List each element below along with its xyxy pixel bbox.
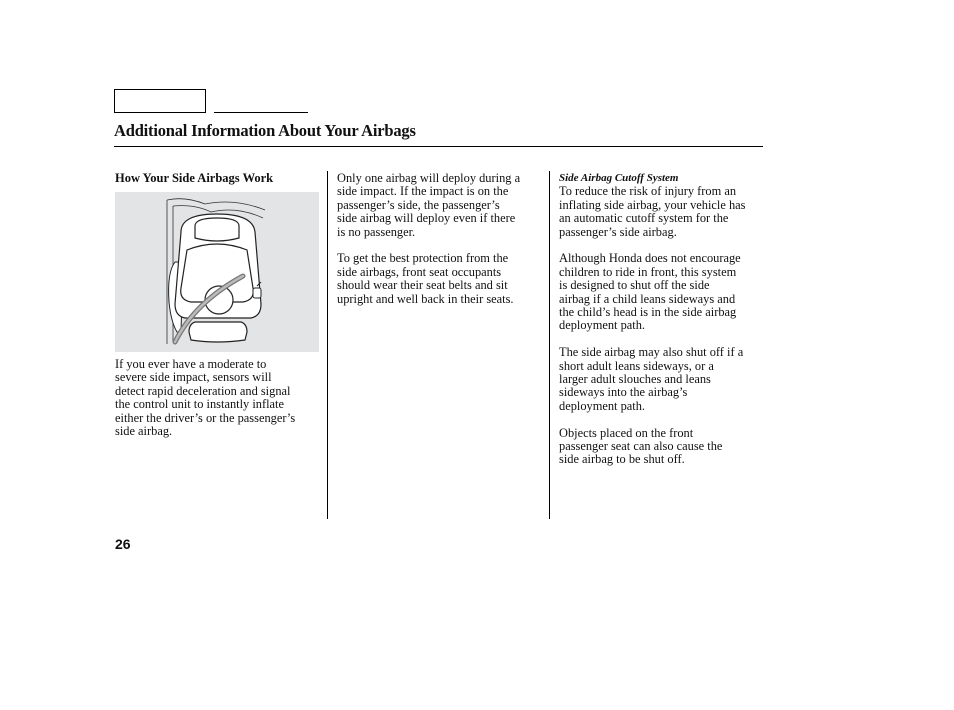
column-3: [559, 172, 765, 480]
section-nav-underline: [214, 112, 308, 113]
column-divider-2: [549, 171, 550, 519]
title-rule: [114, 146, 763, 147]
seat-occupant-illustration-icon: [115, 192, 319, 352]
column-1-header: [115, 172, 320, 185]
sub-heading-cutoff-system: Side Airbag Cutoff System: [559, 172, 679, 184]
paragraph-reduce-risk: To reduce the risk of injury from an inflating side airbag, your vehicle has an automatic cutoff system for the passenger’s side airbag.: [559, 184, 746, 239]
section-nav-box: [114, 89, 206, 113]
column-divider-1: [327, 171, 328, 519]
section-heading-side-airbags: How Your Side Airbags Work: [115, 171, 274, 185]
paragraph-side-impact: If you ever have a moderate to severe side impact, sensors will detect rapid deceleration and signal the control unit to instantly inflate either the driver’s or the passenger’s side airbag.: [115, 357, 296, 439]
paragraph-one-airbag: Only one airbag will deploy during a side impact. If the impact is on the passenger’s side, the passenger’s side airbag will deploy even if there is no passenger.: [337, 171, 521, 239]
column-2: [337, 172, 542, 319]
column-1-body: [115, 358, 320, 452]
paragraph-children: Although Honda does not encourage children to ride in front, this system is designed to shut off the side airbag if a child leans sideways and the child’s head is in the side airbag deployment path.: [559, 251, 741, 333]
page-number: 26: [115, 536, 131, 552]
paragraph-best-protection: To get the best protection from the side airbags, front seat occupants should wear their seat belts and sit upright and well back in their seats.: [337, 251, 514, 306]
page-title: Additional Information About Your Airbags: [114, 121, 416, 140]
paragraph-objects: Objects placed on the front passenger seat can also cause the side airbag to be shut off.: [559, 425, 723, 467]
seat-occupant-illustration: [115, 192, 319, 352]
paragraph-short-adult: The side airbag may also shut off if a short adult leans sideways, or a larger adult slouches and leans sideways into the airbag’s deployment path.: [559, 345, 744, 413]
